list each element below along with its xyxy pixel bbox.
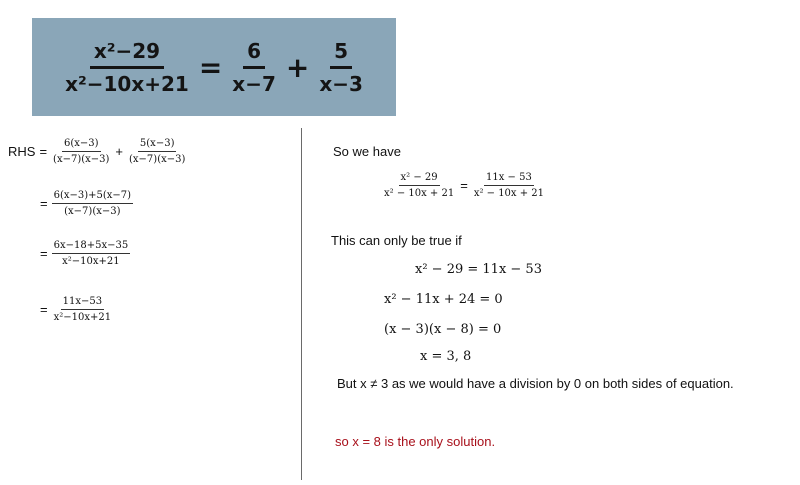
equals-sign: = — [40, 246, 48, 261]
right-fraction — [472, 172, 546, 199]
rhs-line-3 — [36, 240, 130, 267]
rhs-fraction-1 — [51, 138, 111, 165]
fraction-denominator: x² − 10x + 21 — [384, 188, 455, 199]
fraction-numerator: 5(x−3) — [138, 138, 177, 152]
banner-term2-fraction — [315, 39, 367, 96]
banner-term2-numerator: 5 — [330, 39, 352, 69]
banner-term1-fraction — [228, 39, 280, 96]
plus-sign: + — [115, 144, 124, 159]
rhs-label: RHS — [8, 144, 36, 159]
rhs-fraction-2 — [127, 138, 187, 165]
equals-sign: = — [40, 196, 48, 211]
equation-step-2: x² − 11x + 24 = 0 — [384, 292, 503, 307]
so-we-have-text: So we have — [333, 144, 401, 159]
equals-sign: = — [40, 302, 48, 317]
fraction-denominator: x²−10x+21 — [62, 256, 120, 267]
conclusion-text: so x = 8 is the only solution. — [335, 434, 496, 449]
rhs-line-4 — [36, 296, 113, 323]
rhs-line-2 — [36, 190, 133, 217]
fraction-denominator: x² − 10x + 21 — [473, 188, 545, 199]
fraction-numerator: 11x−53 — [61, 296, 104, 310]
expanded-fraction — [52, 240, 131, 267]
banner-lhs-denominator: x²−10x+21 — [65, 71, 189, 96]
fraction-numerator: 6(x−3) — [62, 138, 101, 152]
banner-term2-denominator: x−3 — [319, 71, 363, 96]
fraction-numerator: 6(x−3)+5(x−7) — [52, 190, 133, 204]
banner-equals-sign: = — [198, 50, 223, 84]
equals-sign: = — [460, 178, 468, 193]
fraction-numerator: x² − 29 — [399, 172, 440, 186]
left-fraction — [382, 172, 456, 199]
fraction-denominator: (x−7)(x−3) — [129, 154, 186, 165]
equation-banner — [32, 18, 396, 116]
banner-term1-numerator: 6 — [243, 39, 265, 69]
banner-lhs-fraction — [61, 39, 193, 96]
equated-fractions — [382, 172, 546, 199]
equation-roots: x = 3, 8 — [420, 349, 472, 364]
equals-sign: = — [39, 144, 48, 159]
fraction-numerator: 6x−18+5x−35 — [52, 240, 131, 254]
fraction-denominator: (x−7)(x−3) — [53, 154, 110, 165]
banner-term1-denominator: x−7 — [232, 71, 276, 96]
equation-step-1: x² − 29 = 11x − 53 — [415, 262, 542, 277]
equation-step-3: (x − 3)(x − 8) = 0 — [384, 322, 502, 337]
column-divider — [301, 128, 302, 480]
fraction-numerator: 11x − 53 — [484, 172, 534, 186]
simplified-fraction — [52, 296, 114, 323]
fraction-denominator: x²−10x+21 — [53, 312, 112, 323]
only-true-if-text: This can only be true if — [331, 233, 462, 248]
exclusion-note: But x ≠ 3 as we would have a division by 0 on both sides of equation. — [337, 376, 734, 391]
banner-plus-sign: + — [285, 50, 310, 84]
combined-fraction — [52, 190, 133, 217]
banner-lhs-numerator: x²−29 — [90, 39, 164, 69]
rhs-line-1 — [8, 138, 187, 165]
fraction-denominator: (x−7)(x−3) — [64, 206, 121, 217]
